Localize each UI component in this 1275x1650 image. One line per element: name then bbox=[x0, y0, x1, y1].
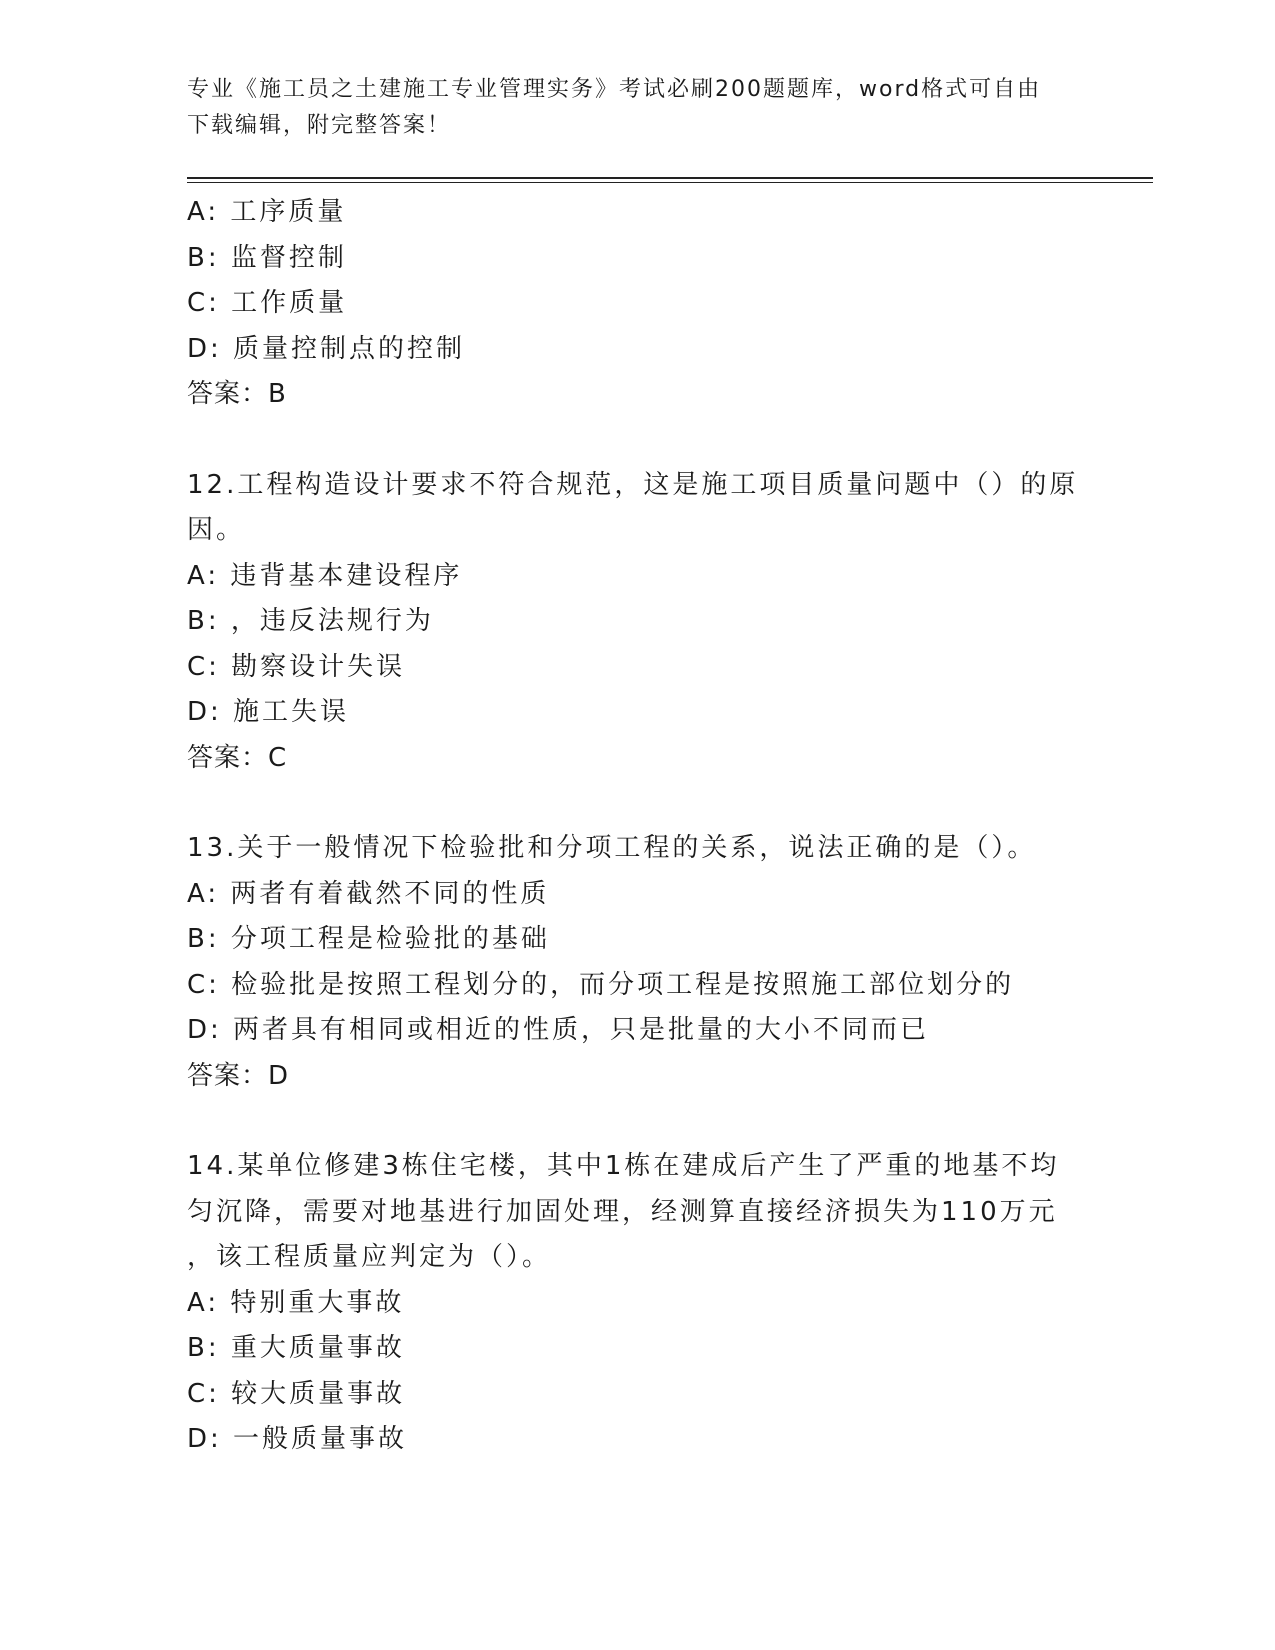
option-b: B: 重大质量事故 bbox=[187, 1333, 405, 1363]
spacer bbox=[187, 1099, 1087, 1144]
option-b: B: 监督控制 bbox=[187, 242, 347, 273]
option-d: D: 质量控制点的控制 bbox=[187, 333, 466, 364]
option-b: B: 分项工程是检验批的基础 bbox=[187, 924, 550, 954]
document-body bbox=[187, 190, 1087, 1463]
option-d: D: 一般质量事故 bbox=[187, 1424, 408, 1454]
answer-line: 答案：B bbox=[187, 379, 287, 409]
option-a: A: 特别重大事故 bbox=[187, 1287, 405, 1318]
question-text-line: 匀沉降，需要对地基进行加固处理，经测算直接经济损失为110万元 bbox=[187, 1196, 1058, 1227]
question-14 bbox=[187, 1144, 1087, 1463]
option-d: D: 施工失误 bbox=[187, 697, 350, 727]
header-divider-thin bbox=[187, 182, 1153, 183]
question-12 bbox=[187, 463, 1087, 782]
question-text-line: 12.工程构造设计要求不符合规范，这是施工项目质量问题中（）的原 bbox=[187, 469, 1079, 500]
question-text-line: 因。 bbox=[187, 515, 246, 545]
question-11-continuation bbox=[187, 190, 1087, 418]
option-a: A: 两者有着截然不同的性质 bbox=[187, 878, 550, 909]
answer-line: 答案：C bbox=[187, 742, 288, 773]
answer-line: 答案：D bbox=[187, 1060, 290, 1091]
document-header bbox=[187, 72, 1087, 144]
option-d: D: 两者具有相同或相近的性质，只是批量的大小不同而已 bbox=[187, 1015, 930, 1045]
header-line-2: 下载编辑，附完整答案！ bbox=[187, 113, 452, 138]
option-c: C: 较大质量事故 bbox=[187, 1378, 406, 1409]
option-a: A: 违背基本建设程序 bbox=[187, 560, 463, 591]
spacer bbox=[187, 781, 1087, 826]
option-a: A: 工序质量 bbox=[187, 197, 347, 227]
spacer bbox=[187, 418, 1087, 463]
header-line-1: 专业《施工员之土建施工专业管理实务》考试必刷200题题库，word格式可自由 bbox=[187, 77, 1042, 102]
question-text-line: ，该工程质量应判定为（）。 bbox=[187, 1242, 552, 1272]
option-c: C: 工作质量 bbox=[187, 288, 348, 318]
option-b: B: ，违反法规行为 bbox=[187, 606, 434, 636]
header-divider-thick bbox=[187, 177, 1153, 179]
option-c: C: 检验批是按照工程划分的，而分项工程是按照施工部位划分的 bbox=[187, 969, 1015, 1000]
question-text-line: 13.关于一般情况下检验批和分项工程的关系，说法正确的是（）。 bbox=[187, 833, 1037, 863]
question-13 bbox=[187, 826, 1087, 1099]
option-c: C: 勘察设计失误 bbox=[187, 651, 406, 682]
question-text-line: 14.某单位修建3栋住宅楼，其中1栋在建成后产生了严重的地基不均 bbox=[187, 1151, 1060, 1181]
